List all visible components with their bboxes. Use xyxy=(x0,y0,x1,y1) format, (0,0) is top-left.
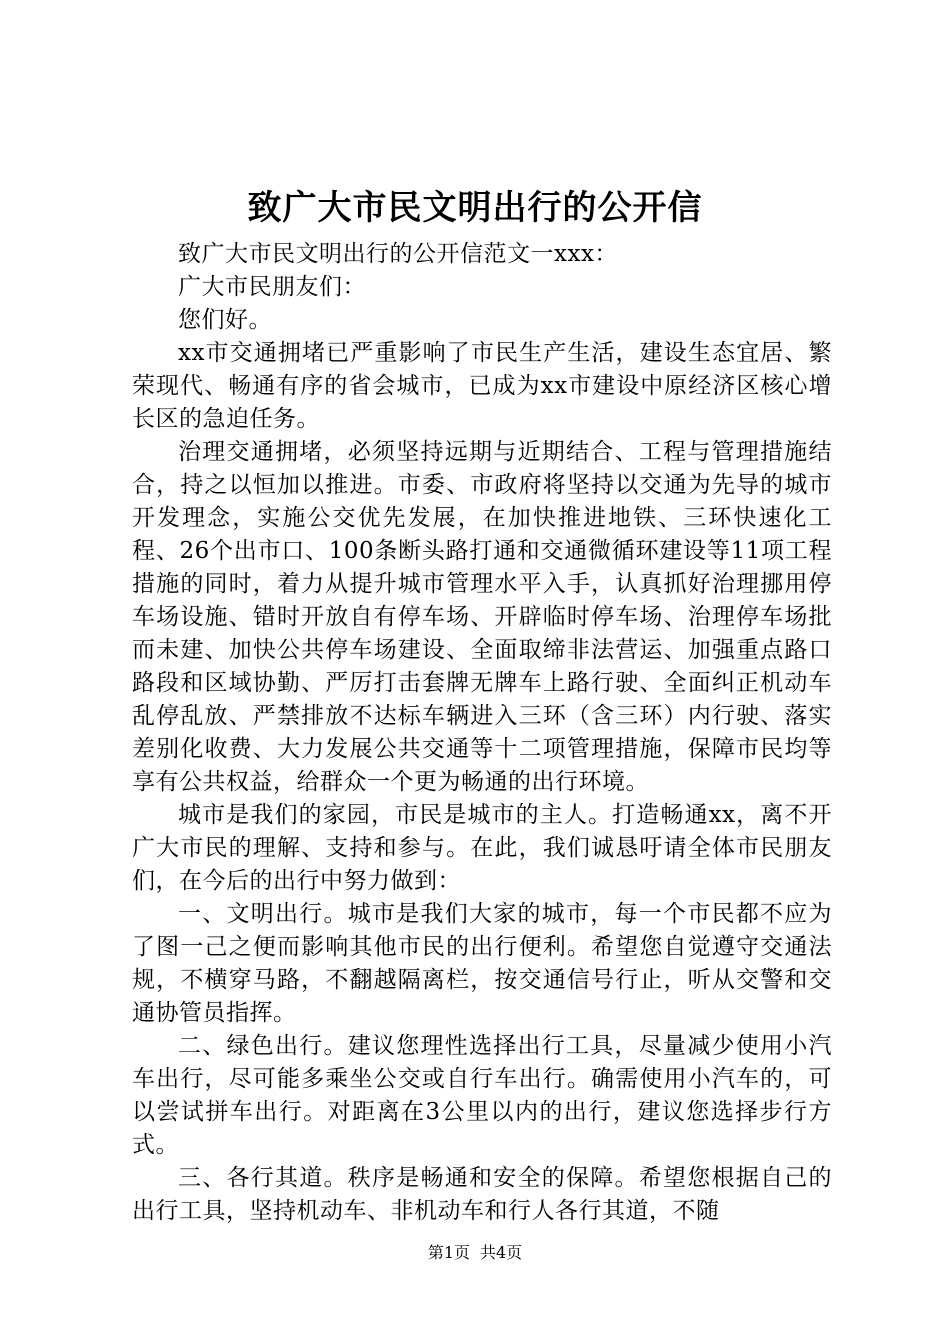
greeting: 您们好。 xyxy=(178,307,272,333)
body-paragraph: 城市是我们的家园，市民是城市的主人。打造畅通xx，离不开广大市民的理解、支持和参与。在此，我们诚恳吁请全体市民朋友们，在今后的出行中努力做到： xyxy=(132,802,832,894)
page-total: 共4页 xyxy=(480,1243,523,1262)
body-paragraph: 三、各行其道。秩序是畅通和安全的保障。希望您根据自己的出行工具，坚持机动车、非机动车和行人各行其道，不随 xyxy=(132,1165,832,1224)
body-paragraph: 治理交通拥堵，必须坚持远期与近期结合、工程与管理措施结合，持之以恒加以推进。市委、市政府将坚持以交通为先导的城市开发理念，实施公交优先发展，在加快推进地铁、三环快速化工程、26个出市口、100条断头路打通和交通微循环建设等11项工程措施的同时，着力从提升城市管理水平入手，认真抓好治理挪用停车场设施、错时开放自有停车场、开辟临时停车场、治理停车场批而未建、加快公共停车场建设、全面取缔非法营运、加强重点路口路段和区域协勤、严厉打击套牌无牌车上路行驶、全面纠正机动车乱停乱放、严禁排放不达标车辆进入三环（含三环）内行驶、落实差别化收费、大力发展公共交通等十二项管理措施，保障市民均等享有公共权益，给群众一个更为畅通的出行环境。 xyxy=(132,439,832,795)
salutation-heading: 致广大市民文明出行的公开信范文一xxx： xyxy=(178,241,618,267)
page-number: 第1页 xyxy=(427,1243,470,1262)
body-paragraph: xx市交通拥堵已严重影响了市民生产生活，建设生态宜居、繁荣现代、畅通有序的省会城市，已成为xx市建设中原经济区核心增长区的急迫任务。 xyxy=(132,340,832,432)
body-paragraph: 二、绿色出行。建议您理性选择出行工具，尽量减少使用小汽车出行，尽可能多乘坐公交或自行车出行。确需使用小汽车的，可以尝试拼车出行。对距离在3公里以内的出行，建议您选择步行方式。 xyxy=(132,1033,832,1158)
body-paragraph: 一、文明出行。城市是我们大家的城市，每一个市民都不应为了图一己之便而影响其他市民的出行便利。希望您自觉遵守交通法规，不横穿马路，不翻越隔离栏，按交通信号行止，听从交警和交通协管员指挥。 xyxy=(132,901,832,1026)
document-title: 致广大市民文明出行的公开信 xyxy=(247,188,703,228)
page-footer xyxy=(0,1241,950,1265)
salutation: 广大市民朋友们： xyxy=(178,274,366,300)
document-body xyxy=(132,238,832,1228)
